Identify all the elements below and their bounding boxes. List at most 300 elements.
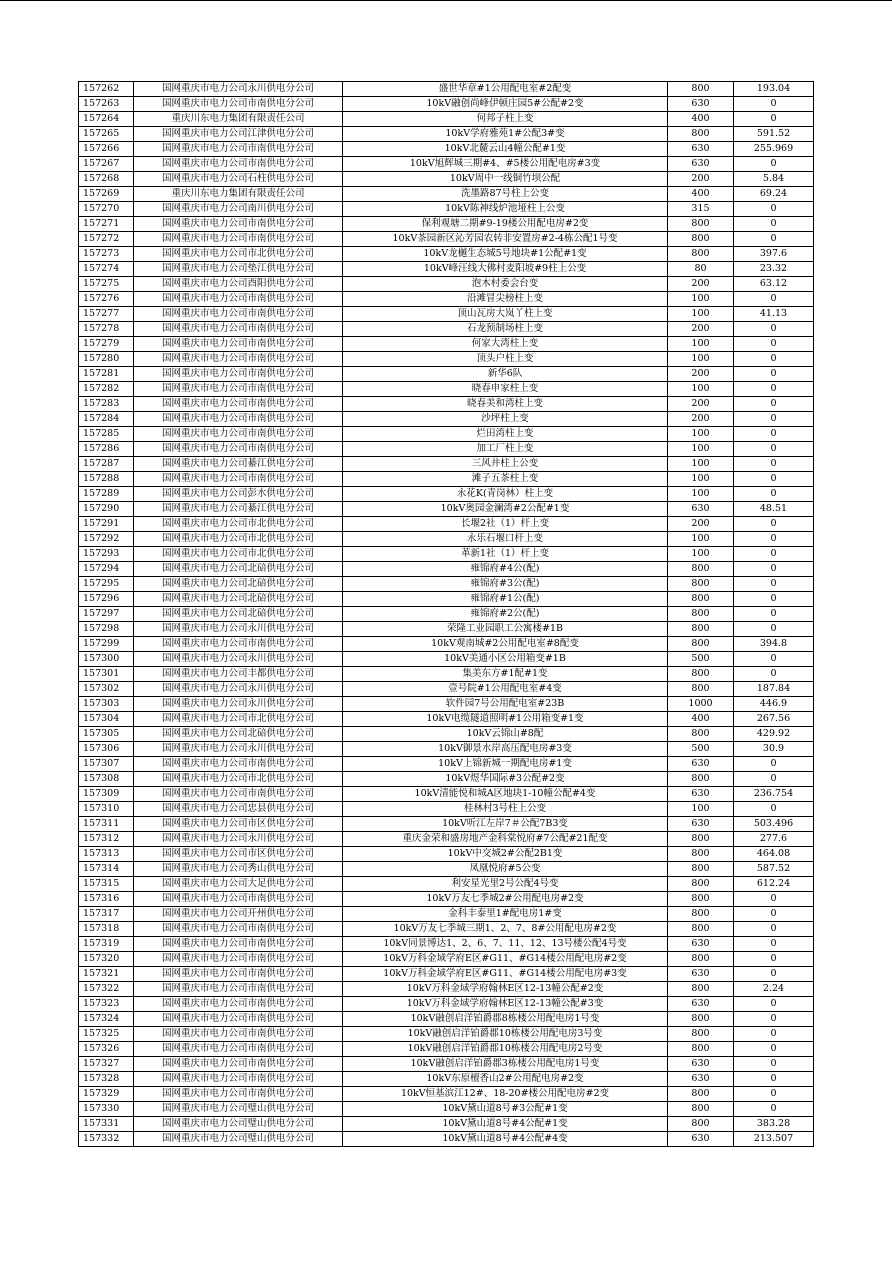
station-name-cell: 桂林村3号柱上公变 [343, 802, 668, 817]
capacity-cell: 100 [668, 532, 734, 547]
company-cell: 国网重庆市电力公司北碚供电分公司 [134, 607, 343, 622]
value-cell: 0 [734, 892, 814, 907]
capacity-cell: 100 [668, 307, 734, 322]
row-id-cell: 157288 [79, 472, 134, 487]
table-row [79, 862, 814, 877]
company-cell: 国网重庆市电力公司市南供电分公司 [134, 757, 343, 772]
table-row [79, 952, 814, 967]
table-row [79, 997, 814, 1012]
table-row [79, 787, 814, 802]
capacity-cell: 800 [668, 772, 734, 787]
value-cell: 0 [734, 232, 814, 247]
station-name-cell: 10kV旭辉城三期#4、#5楼公用配电房#3变 [343, 157, 668, 172]
station-name-cell: 永花K(青岗林）柱上变 [343, 487, 668, 502]
capacity-cell: 630 [668, 757, 734, 772]
company-cell: 国网重庆市电力公司市南供电分公司 [134, 937, 343, 952]
capacity-cell: 800 [668, 1117, 734, 1132]
capacity-cell: 630 [668, 787, 734, 802]
capacity-cell: 800 [668, 1087, 734, 1102]
company-cell: 国网重庆市电力公司永川供电分公司 [134, 652, 343, 667]
row-id-cell: 157281 [79, 367, 134, 382]
capacity-cell: 500 [668, 652, 734, 667]
row-id-cell: 157273 [79, 247, 134, 262]
value-cell: 0 [734, 397, 814, 412]
capacity-cell: 800 [668, 622, 734, 637]
value-cell: 255.969 [734, 142, 814, 157]
row-id-cell: 157315 [79, 877, 134, 892]
station-name-cell: 10kV万友七季城三期1、2、7、8#公用配电房#2变 [343, 922, 668, 937]
company-cell: 国网重庆市电力公司大足供电分公司 [134, 877, 343, 892]
capacity-cell: 800 [668, 1027, 734, 1042]
table-row [79, 457, 814, 472]
company-cell: 国网重庆市电力公司北碚供电分公司 [134, 727, 343, 742]
row-id-cell: 157318 [79, 922, 134, 937]
value-cell: 277.6 [734, 832, 814, 847]
value-cell: 0 [734, 907, 814, 922]
company-cell: 国网重庆市电力公司永川供电分公司 [134, 82, 343, 97]
value-cell: 69.24 [734, 187, 814, 202]
capacity-cell: 400 [668, 187, 734, 202]
capacity-cell: 800 [668, 892, 734, 907]
row-id-cell: 157267 [79, 157, 134, 172]
table-row [79, 112, 814, 127]
row-id-cell: 157308 [79, 772, 134, 787]
value-cell: 0 [734, 757, 814, 772]
company-cell: 国网重庆市电力公司酉阳供电分公司 [134, 277, 343, 292]
table-row [79, 202, 814, 217]
row-id-cell: 157301 [79, 667, 134, 682]
row-id-cell: 157272 [79, 232, 134, 247]
company-cell: 国网重庆市电力公司北碚供电分公司 [134, 562, 343, 577]
capacity-cell: 800 [668, 592, 734, 607]
capacity-cell: 800 [668, 922, 734, 937]
value-cell: 0 [734, 382, 814, 397]
row-id-cell: 157279 [79, 337, 134, 352]
company-cell: 国网重庆市电力公司市南供电分公司 [134, 307, 343, 322]
station-name-cell: 10kV龙樾生态城5号地块#1公配#1变 [343, 247, 668, 262]
company-cell: 国网重庆市电力公司市区供电分公司 [134, 847, 343, 862]
company-cell: 国网重庆市电力公司市南供电分公司 [134, 292, 343, 307]
station-name-cell: 10kV煜华国际#3公配#2变 [343, 772, 668, 787]
station-name-cell: 集美东方#1配#1变 [343, 667, 668, 682]
company-cell: 国网重庆市电力公司市南供电分公司 [134, 1087, 343, 1102]
row-id-cell: 157326 [79, 1042, 134, 1057]
station-name-cell: 10kV上锦新城一期配电房#1变 [343, 757, 668, 772]
capacity-cell: 800 [668, 832, 734, 847]
page-top-rule [0, 0, 892, 1]
row-id-cell: 157300 [79, 652, 134, 667]
capacity-cell: 630 [668, 1072, 734, 1087]
company-cell: 国网重庆市电力公司市北供电分公司 [134, 547, 343, 562]
company-cell: 国网重庆市电力公司市南供电分公司 [134, 637, 343, 652]
station-name-cell: 10kV融创启洋铂爵郡3栋楼公用配电房1号变 [343, 1057, 668, 1072]
row-id-cell: 157309 [79, 787, 134, 802]
value-cell: 0 [734, 937, 814, 952]
capacity-cell: 630 [668, 1132, 734, 1147]
station-name-cell: 10kV融创启洋铂爵郡8栋楼公用配电房1号变 [343, 1012, 668, 1027]
station-name-cell: 10kV黛山道8号#4公配#1变 [343, 1117, 668, 1132]
table-row [79, 967, 814, 982]
company-cell: 国网重庆市电力公司北碚供电分公司 [134, 592, 343, 607]
capacity-cell: 200 [668, 277, 734, 292]
value-cell: 193.04 [734, 82, 814, 97]
station-name-cell: 永乐石堰口杆上变 [343, 532, 668, 547]
station-name-cell: 荣隆工业园职工公寓楼#1B [343, 622, 668, 637]
value-cell: 0 [734, 652, 814, 667]
capacity-cell: 800 [668, 862, 734, 877]
table-row [79, 217, 814, 232]
row-id-cell: 157283 [79, 397, 134, 412]
station-name-cell: 10kV恒基滨江12#、18-20#楼公用配电房#2变 [343, 1087, 668, 1102]
value-cell: 0 [734, 352, 814, 367]
table-row [79, 307, 814, 322]
capacity-cell: 800 [668, 232, 734, 247]
row-id-cell: 157285 [79, 427, 134, 442]
capacity-cell: 1000 [668, 697, 734, 712]
table-row [79, 517, 814, 532]
value-cell: 0 [734, 1042, 814, 1057]
table-row [79, 322, 814, 337]
value-cell: 267.56 [734, 712, 814, 727]
capacity-cell: 800 [668, 637, 734, 652]
capacity-cell: 200 [668, 172, 734, 187]
company-cell: 国网重庆市电力公司永川供电分公司 [134, 697, 343, 712]
station-name-cell: 壹号院#1公用配电室#4变 [343, 682, 668, 697]
company-cell: 国网重庆市电力公司市南供电分公司 [134, 217, 343, 232]
station-name-cell: 10kV融创启洋铂爵郡10栋楼公用配电房3号变 [343, 1027, 668, 1042]
table-row [79, 397, 814, 412]
capacity-cell: 800 [668, 562, 734, 577]
value-cell: 0 [734, 97, 814, 112]
station-name-cell: 10kV万科金域学府E区#G11、#G14楼公用配电房#3变 [343, 967, 668, 982]
table-row [79, 637, 814, 652]
capacity-cell: 500 [668, 742, 734, 757]
value-cell: 30.9 [734, 742, 814, 757]
capacity-cell: 200 [668, 412, 734, 427]
table-row [79, 142, 814, 157]
company-cell: 国网重庆市电力公司市区供电分公司 [134, 817, 343, 832]
row-id-cell: 157287 [79, 457, 134, 472]
table-row [79, 1027, 814, 1042]
company-cell: 国网重庆市电力公司江津供电分公司 [134, 127, 343, 142]
table-row [79, 562, 814, 577]
value-cell: 0 [734, 922, 814, 937]
row-id-cell: 157319 [79, 937, 134, 952]
value-cell: 429.92 [734, 727, 814, 742]
capacity-cell: 800 [668, 82, 734, 97]
value-cell: 0 [734, 427, 814, 442]
capacity-cell: 100 [668, 427, 734, 442]
station-name-cell: 石龙预制场柱上变 [343, 322, 668, 337]
row-id-cell: 157293 [79, 547, 134, 562]
row-id-cell: 157328 [79, 1072, 134, 1087]
capacity-cell: 800 [668, 952, 734, 967]
row-id-cell: 157325 [79, 1027, 134, 1042]
value-cell: 397.6 [734, 247, 814, 262]
company-cell: 国网重庆市电力公司开州供电分公司 [134, 907, 343, 922]
company-cell: 国网重庆市电力公司市南供电分公司 [134, 472, 343, 487]
value-cell: 187.84 [734, 682, 814, 697]
table-row [79, 982, 814, 997]
row-id-cell: 157321 [79, 967, 134, 982]
table-row [79, 907, 814, 922]
company-cell: 国网重庆市电力公司市南供电分公司 [134, 1072, 343, 1087]
row-id-cell: 157263 [79, 97, 134, 112]
table-row [79, 607, 814, 622]
station-name-cell: 泡木村委会台变 [343, 277, 668, 292]
table-row [79, 442, 814, 457]
table-row [79, 817, 814, 832]
table-row [79, 1042, 814, 1057]
station-name-cell: 10kV北麓云山4幢公配#1变 [343, 142, 668, 157]
capacity-cell: 100 [668, 487, 734, 502]
table-row [79, 697, 814, 712]
value-cell: 0 [734, 472, 814, 487]
company-cell: 国网重庆市电力公司市南供电分公司 [134, 427, 343, 442]
value-cell: 446.9 [734, 697, 814, 712]
company-cell: 国网重庆市电力公司市南供电分公司 [134, 142, 343, 157]
company-cell: 国网重庆市电力公司石柱供电分公司 [134, 172, 343, 187]
table-row [79, 502, 814, 517]
table-row [79, 592, 814, 607]
capacity-cell: 800 [668, 907, 734, 922]
capacity-cell: 630 [668, 157, 734, 172]
capacity-cell: 100 [668, 802, 734, 817]
table-row [79, 487, 814, 502]
company-cell: 国网重庆市电力公司市南供电分公司 [134, 1057, 343, 1072]
table-row [79, 802, 814, 817]
table-row [79, 412, 814, 427]
row-id-cell: 157291 [79, 517, 134, 532]
value-cell: 0 [734, 202, 814, 217]
table-row [79, 367, 814, 382]
station-name-cell: 10kV峰汪线大佛村麦阳坡#9柱上公变 [343, 262, 668, 277]
station-name-cell: 10kV万科金域学府E区#G11、#G14楼公用配电房#2变 [343, 952, 668, 967]
value-cell: 0 [734, 442, 814, 457]
table-row [79, 832, 814, 847]
station-name-cell: 10kV东原檀香山2#公用配电房#2变 [343, 1072, 668, 1087]
company-cell: 国网重庆市电力公司永川供电分公司 [134, 742, 343, 757]
table-row [79, 892, 814, 907]
table-row [79, 427, 814, 442]
company-cell: 重庆川东电力集团有限责任公司 [134, 187, 343, 202]
capacity-cell: 800 [668, 247, 734, 262]
station-name-cell: 沿滩冒尖榜柱上变 [343, 292, 668, 307]
company-cell: 国网重庆市电力公司綦江供电分公司 [134, 457, 343, 472]
capacity-cell: 800 [668, 607, 734, 622]
capacity-cell: 630 [668, 142, 734, 157]
capacity-cell: 200 [668, 322, 734, 337]
row-id-cell: 157274 [79, 262, 134, 277]
table-row [79, 1072, 814, 1087]
station-name-cell: 利安星光里2号公配4号变 [343, 877, 668, 892]
station-name-cell: 10kV学府雅苑1#公配3#变 [343, 127, 668, 142]
station-name-cell: 新华6队 [343, 367, 668, 382]
table-row [79, 472, 814, 487]
station-name-cell: 滩子五茶柱上变 [343, 472, 668, 487]
station-name-cell: 雍锦府#4公(配) [343, 562, 668, 577]
table-row [79, 127, 814, 142]
table-row [79, 187, 814, 202]
table-row [79, 1012, 814, 1027]
value-cell: 0 [734, 487, 814, 502]
value-cell: 394.8 [734, 637, 814, 652]
capacity-cell: 80 [668, 262, 734, 277]
company-cell: 国网重庆市电力公司璧山供电分公司 [134, 1117, 343, 1132]
value-cell: 0 [734, 562, 814, 577]
station-name-cell: 10kV万科金域学府翰林E区12-13幢公配#2变 [343, 982, 668, 997]
station-name-cell: 三风井柱上公变 [343, 457, 668, 472]
value-cell: 5.84 [734, 172, 814, 187]
table-row [79, 232, 814, 247]
row-id-cell: 157268 [79, 172, 134, 187]
capacity-cell: 200 [668, 517, 734, 532]
value-cell: 0 [734, 997, 814, 1012]
capacity-cell: 630 [668, 937, 734, 952]
company-cell: 国网重庆市电力公司市南供电分公司 [134, 1012, 343, 1027]
station-name-cell: 金科丰泰里1#配电房1#变 [343, 907, 668, 922]
table-row [79, 1132, 814, 1147]
table-row [79, 172, 814, 187]
table-row [79, 757, 814, 772]
row-id-cell: 157307 [79, 757, 134, 772]
table-row [79, 277, 814, 292]
row-id-cell: 157295 [79, 577, 134, 592]
value-cell: 0 [734, 517, 814, 532]
company-cell: 国网重庆市电力公司市南供电分公司 [134, 337, 343, 352]
capacity-cell: 100 [668, 382, 734, 397]
station-name-cell: 雍锦府#3公(配) [343, 577, 668, 592]
value-cell: 383.28 [734, 1117, 814, 1132]
company-cell: 国网重庆市电力公司丰都供电分公司 [134, 667, 343, 682]
table-row [79, 247, 814, 262]
table-row [79, 382, 814, 397]
station-name-cell: 顶山瓦房大岚丫柱上变 [343, 307, 668, 322]
table-row [79, 922, 814, 937]
table-row [79, 157, 814, 172]
value-cell: 213.507 [734, 1132, 814, 1147]
row-id-cell: 157331 [79, 1117, 134, 1132]
station-name-cell: 顶头户柱上变 [343, 352, 668, 367]
company-cell: 国网重庆市电力公司市南供电分公司 [134, 232, 343, 247]
row-id-cell: 157265 [79, 127, 134, 142]
station-name-cell: 10kV同景博达1、2、6、7、11、12、13号楼公配4号变 [343, 937, 668, 952]
row-id-cell: 157278 [79, 322, 134, 337]
station-name-cell: 10kV电缆隧道照明#1公用箱变#1变 [343, 712, 668, 727]
value-cell: 2.24 [734, 982, 814, 997]
station-name-cell: 10kV观南城#2公用配电室#8配变 [343, 637, 668, 652]
table-row [79, 877, 814, 892]
station-name-cell: 10kV黛山道8号#3公配#1变 [343, 1102, 668, 1117]
company-cell: 国网重庆市电力公司市南供电分公司 [134, 97, 343, 112]
value-cell: 0 [734, 157, 814, 172]
row-id-cell: 157320 [79, 952, 134, 967]
row-id-cell: 157296 [79, 592, 134, 607]
station-name-cell: 保利观塘二期#9-19楼公用配电房#2变 [343, 217, 668, 232]
row-id-cell: 157276 [79, 292, 134, 307]
value-cell: 0 [734, 292, 814, 307]
value-cell: 0 [734, 607, 814, 622]
company-cell: 国网重庆市电力公司璧山供电分公司 [134, 1102, 343, 1117]
company-cell: 重庆川东电力集团有限责任公司 [134, 112, 343, 127]
row-id-cell: 157302 [79, 682, 134, 697]
station-name-cell: 烂田湾柱上变 [343, 427, 668, 442]
table-body [79, 82, 814, 1147]
row-id-cell: 157323 [79, 997, 134, 1012]
value-cell: 0 [734, 412, 814, 427]
row-id-cell: 157297 [79, 607, 134, 622]
value-cell: 0 [734, 1072, 814, 1087]
value-cell: 503.496 [734, 817, 814, 832]
value-cell: 0 [734, 1087, 814, 1102]
company-cell: 国网重庆市电力公司市南供电分公司 [134, 367, 343, 382]
table-row [79, 1087, 814, 1102]
row-id-cell: 157327 [79, 1057, 134, 1072]
station-name-cell: 10kV御景水岸高压配电房#3变 [343, 742, 668, 757]
value-cell: 0 [734, 217, 814, 232]
capacity-cell: 630 [668, 1057, 734, 1072]
row-id-cell: 157269 [79, 187, 134, 202]
company-cell: 国网重庆市电力公司市南供电分公司 [134, 1027, 343, 1042]
transformer-table [78, 81, 814, 1147]
company-cell: 国网重庆市电力公司南川供电分公司 [134, 202, 343, 217]
row-id-cell: 157280 [79, 352, 134, 367]
table-row [79, 292, 814, 307]
company-cell: 国网重庆市电力公司市南供电分公司 [134, 442, 343, 457]
capacity-cell: 630 [668, 997, 734, 1012]
company-cell: 国网重庆市电力公司市南供电分公司 [134, 967, 343, 982]
value-cell: 0 [734, 532, 814, 547]
value-cell: 0 [734, 457, 814, 472]
station-name-cell: 软件园7号公用配电室#23B [343, 697, 668, 712]
row-id-cell: 157304 [79, 712, 134, 727]
capacity-cell: 800 [668, 1012, 734, 1027]
station-name-cell: 何邦子柱上变 [343, 112, 668, 127]
value-cell: 0 [734, 1057, 814, 1072]
company-cell: 国网重庆市电力公司永川供电分公司 [134, 682, 343, 697]
capacity-cell: 800 [668, 577, 734, 592]
row-id-cell: 157330 [79, 1102, 134, 1117]
station-name-cell: 10kV云锦山#8配 [343, 727, 668, 742]
company-cell: 国网重庆市电力公司市南供电分公司 [134, 982, 343, 997]
row-id-cell: 157262 [79, 82, 134, 97]
value-cell: 591.52 [734, 127, 814, 142]
table-row [79, 847, 814, 862]
row-id-cell: 157286 [79, 442, 134, 457]
company-cell: 国网重庆市电力公司永川供电分公司 [134, 622, 343, 637]
company-cell: 国网重庆市电力公司彭水供电分公司 [134, 487, 343, 502]
company-cell: 国网重庆市电力公司市南供电分公司 [134, 382, 343, 397]
value-cell: 0 [734, 577, 814, 592]
row-id-cell: 157282 [79, 382, 134, 397]
station-name-cell: 重庆金荣和盛房地产金科棠悦府#7公配#21配变 [343, 832, 668, 847]
value-cell: 0 [734, 1012, 814, 1027]
company-cell: 国网重庆市电力公司市南供电分公司 [134, 1042, 343, 1057]
table-row [79, 1117, 814, 1132]
station-name-cell: 雍锦府#2公(配) [343, 607, 668, 622]
row-id-cell: 157290 [79, 502, 134, 517]
capacity-cell: 630 [668, 97, 734, 112]
value-cell: 0 [734, 772, 814, 787]
station-name-cell: 10kV万科金域学府翰林E区12-13幢公配#3变 [343, 997, 668, 1012]
value-cell: 0 [734, 112, 814, 127]
value-cell: 0 [734, 367, 814, 382]
capacity-cell: 200 [668, 397, 734, 412]
capacity-cell: 100 [668, 337, 734, 352]
capacity-cell: 800 [668, 682, 734, 697]
company-cell: 国网重庆市电力公司市南供电分公司 [134, 412, 343, 427]
row-id-cell: 157312 [79, 832, 134, 847]
